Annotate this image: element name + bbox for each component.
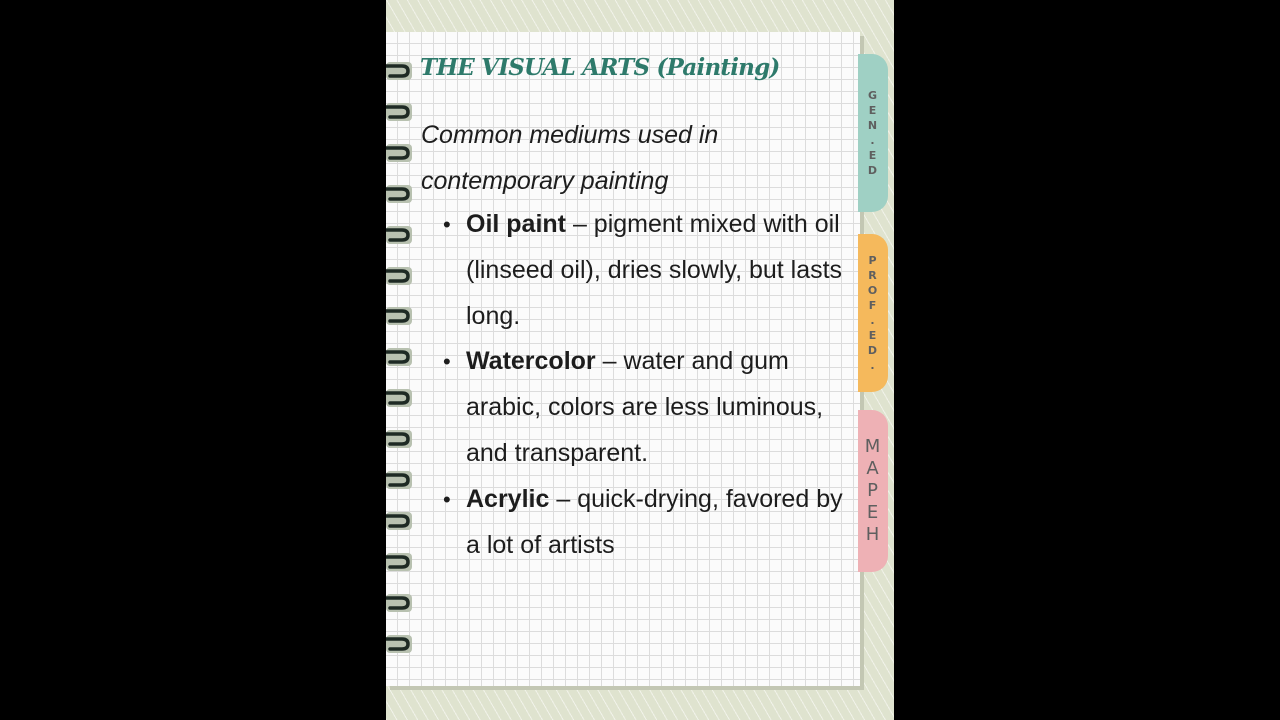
- item-description: water and gum arabic, colors are less luminous, and transparent.: [466, 347, 824, 467]
- tab-letter: D: [867, 344, 879, 357]
- tab-letter: R: [868, 269, 878, 282]
- tab-mapeh[interactable]: [858, 410, 888, 572]
- item-separator: –: [549, 484, 578, 513]
- spiral-ring-icon: [386, 60, 412, 82]
- bullet: •: [443, 486, 451, 512]
- tab-letter: F: [868, 299, 878, 312]
- tab-letter: A: [866, 458, 880, 479]
- item-description: pigment mixed with oil (linseed oil), dries slowly, but lasts long.: [466, 210, 843, 330]
- tab-prof-ed[interactable]: [858, 234, 888, 392]
- medium-list: [443, 202, 846, 568]
- spiral-ring-icon: [386, 346, 412, 368]
- list-item: [443, 202, 846, 339]
- slide-frame: [386, 0, 894, 720]
- spiral-ring-icon: [386, 633, 412, 655]
- tab-letter: E: [866, 502, 880, 523]
- tab-letter: E: [868, 104, 878, 117]
- item-separator: –: [595, 347, 624, 376]
- item-separator: –: [566, 210, 594, 238]
- spiral-ring-icon: [386, 428, 412, 450]
- spiral-ring-icon: [386, 387, 412, 409]
- bullet: •: [443, 349, 451, 375]
- tab-letter: D: [867, 164, 879, 177]
- tab-letter: .: [870, 359, 876, 372]
- spiral-ring-icon: [386, 183, 412, 205]
- tab-letter: H: [865, 524, 881, 545]
- tab-letter: M: [864, 436, 882, 457]
- spiral-ring-icon: [386, 551, 412, 573]
- spiral-ring-icon: [386, 510, 412, 532]
- tab-letter: E: [868, 149, 878, 162]
- page-subtitle: Common mediums used in contemporary painting: [421, 121, 719, 195]
- list-item: [443, 339, 846, 476]
- tab-letter: .: [870, 134, 876, 147]
- tab-letter: E: [868, 329, 878, 342]
- item-term: Watercolor: [466, 347, 596, 376]
- tab-letter: P: [868, 254, 878, 267]
- spiral-ring-icon: [386, 305, 412, 327]
- spiral-ring-icon: [386, 101, 412, 123]
- tab-letter: .: [870, 314, 876, 327]
- spiral-ring-icon: [386, 469, 412, 491]
- spiral-ring-icon: [386, 592, 412, 614]
- item-term: Acrylic: [466, 484, 550, 513]
- spiral-ring-icon: [386, 224, 412, 246]
- spiral-ring-icon: [386, 265, 412, 287]
- tab-letter: G: [867, 89, 879, 102]
- list-item: [443, 477, 846, 569]
- tab-letter: P: [867, 480, 879, 501]
- spiral-ring-icon: [386, 142, 412, 164]
- tab-letter: N: [867, 119, 879, 132]
- bullet: •: [443, 212, 451, 237]
- tab-gen-ed[interactable]: [858, 54, 888, 212]
- item-description: quick-drying, favored by a lot of artists: [466, 484, 843, 559]
- page-title: THE VISUAL ARTS (Painting): [420, 54, 780, 81]
- item-term: Oil paint: [466, 210, 566, 238]
- tab-letter: O: [867, 284, 879, 297]
